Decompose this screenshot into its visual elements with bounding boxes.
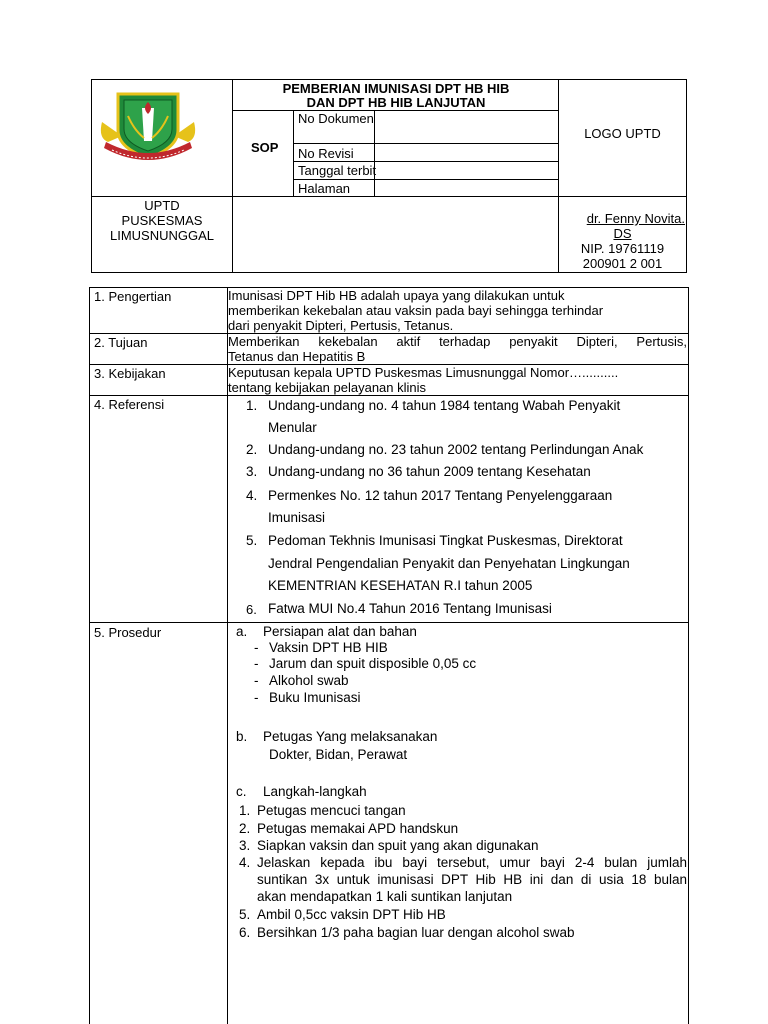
step-line: suntikan 3x untuk imunisasi DPT Hib HB ini dan di usia 18 bulan [257,872,687,887]
bullet-dash: - [254,690,259,705]
field-no-revisi: No Revisi [298,146,354,161]
prosedur-c-title: Langkah-langkah [263,784,367,799]
prosedur-a-item: Vaksin DPT HB HIB [269,640,388,655]
ref-num: 1. [246,398,258,413]
ref-num: 3. [246,464,258,479]
step-num: 1. [239,803,251,818]
prosedur-b-label: b. [236,729,248,744]
prosedur-a-label: a. [236,624,248,639]
step-line: Bersihkan 1/3 paha bagian luar dengan alcohol swab [257,925,575,940]
bullet-dash: - [254,673,259,688]
step-line: Petugas memakai APD handskun [257,821,459,836]
signer-nip-line2: 200901 2 001 [582,256,663,271]
step-line: Ambil 0,5cc vaksin DPT Hib HB [257,907,446,922]
ref-line: Undang-undang no 36 tahun 2009 tentang Kesehatan [268,464,591,479]
pengertian-line: memberikan kekebalan atau vaksin pada bayi sehingga terhindar [228,303,604,318]
ref-line: Pedoman Tekhnis Imunisasi Tingkat Puskesmas, Direktorat [268,533,623,548]
label-tujuan: 2. Tujuan [94,335,148,350]
step-line: Siapkan vaksin dan spuit yang akan digunakan [257,838,539,853]
ref-num: 4. [246,488,258,503]
org-name-line2: PUSKESMAS [121,213,203,228]
label-pengertian: 1. Pengertian [94,289,172,304]
label-prosedur: 5. Prosedur [94,625,162,640]
prosedur-b-title: Petugas Yang melaksanakan [263,729,438,744]
bullet-dash: - [254,656,259,671]
sop-title-line2: DAN DPT HB HIB LANJUTAN [306,95,486,110]
prosedur-a-title: Persiapan alat dan bahan [263,624,417,639]
prosedur-a-item: Alkohol swab [269,673,349,688]
ref-line: Undang-undang no. 4 tahun 1984 tentang Wabah Penyakit [268,398,621,413]
field-no-dokumen: No Dokumen [298,111,374,126]
tujuan-line: Memberikan kekebalan aktif terhadap penyakit Dipteri, Pertusis, [228,334,687,349]
prosedur-b-detail: Dokter, Bidan, Perawat [269,747,408,762]
pengertian-line: Imunisasi DPT Hib HB adalah upaya yang dilakukan untuk [228,288,565,303]
ref-line: Undang-undang no. 23 tahun 2002 tentang Perlindungan Anak [268,442,644,457]
step-line: akan mendapatkan 1 kali suntikan lanjutan [257,889,513,904]
org-name-line3: LIMUSNUNGGAL [109,228,215,243]
step-num: 6. [239,925,251,940]
step-num: 5. [239,907,251,922]
city-emblem-logo [96,86,200,172]
signer-name-line2: DS [613,226,632,241]
ref-line: Jendral Pengendalian Penyakit dan Penyehatan Lingkungan [268,556,630,571]
ref-line: KEMENTRIAN KESEHATAN R.I tahun 2005 [268,578,533,593]
logo-uptd-placeholder: LOGO UPTD [584,126,661,141]
label-kebijakan: 3. Kebijakan [94,366,166,381]
prosedur-a-item: Buku Imunisasi [269,690,361,705]
prosedur-c-label: c. [236,784,247,799]
label-referensi: 4. Referensi [94,397,165,412]
ref-num: 2. [246,442,258,457]
step-line: Petugas mencuci tangan [257,803,406,818]
ref-line: Menular [268,420,317,435]
ref-line: Fatwa MUI No.4 Tahun 2016 Tentang Imunisasi [268,601,552,616]
org-name-line1: UPTD [144,198,180,213]
shield-emblem-icon [96,86,200,172]
signer-name-line1: dr. Fenny Novita. [586,211,685,226]
field-tanggal-terbit: Tanggal terbit [298,163,377,178]
tujuan-line: Tetanus dan Hepatitis B [228,349,366,364]
ref-num: 6. [246,602,257,617]
field-halaman: Halaman [298,181,351,196]
kebijakan-line: Keputusan kepala UPTD Puskesmas Limusnunggal Nomor….......... [228,365,619,380]
step-num: 3. [239,838,251,853]
step-num: 2. [239,821,251,836]
sop-label: SOP [251,140,279,155]
bullet-dash: - [254,640,259,655]
sop-title-line1: PEMBERIAN IMUNISASI DPT HB HIB [282,81,510,96]
step-line: Jelaskan kepada ibu bayi tersebut, umur bayi 2-4 bulan jumlah [257,855,687,870]
ref-line: Imunisasi [268,510,326,525]
step-num: 4. [239,855,251,870]
kebijakan-line: tentang kebijakan pelayanan klinis [228,380,427,395]
prosedur-a-item: Jarum dan spuit disposible 0,05 cc [269,656,477,671]
ref-num: 5. [246,533,258,548]
signer-nip-line1: NIP. 19761119 [580,241,665,256]
pengertian-line: dari penyakit Dipteri, Pertusis, Tetanus. [228,318,454,333]
ref-line: Permenkes No. 12 tahun 2017 Tentang Penyelenggaraan [268,488,613,503]
